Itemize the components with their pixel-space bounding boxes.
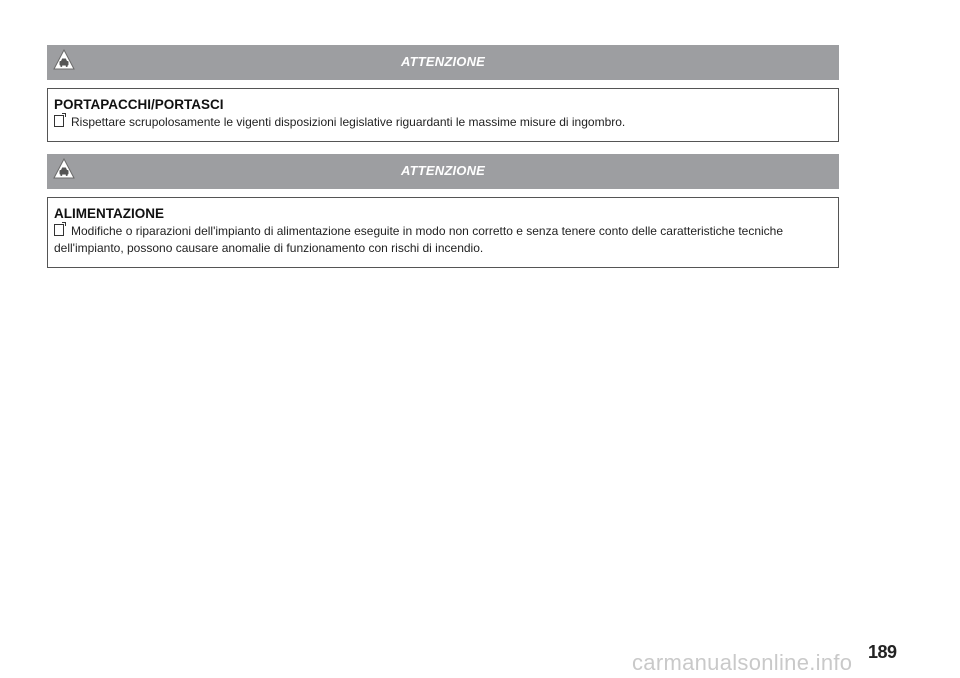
bullet-text: Rispettare scrupolosamente le vigenti disposizioni legislative riguardanti le massime misure di ingombro.	[71, 115, 626, 129]
bullet-text: Modifiche o riparazioni dell'impianto di alimentazione eseguite in modo non corretto e senza tenere conto delle caratteristiche tecniche dell'impianto, possono causare anomalie di funzionamento con rischi di incendio.	[54, 224, 784, 255]
warning-title: ATTENZIONE	[400, 163, 486, 178]
bullet-box-icon	[54, 224, 64, 236]
warning-title: ATTENZIONE	[400, 54, 486, 69]
warning-block-fuel-system	[47, 154, 839, 268]
bullet-item	[54, 223, 833, 257]
section-heading: ALIMENTAZIONE	[54, 206, 164, 221]
bullet-item	[54, 114, 833, 131]
warning-body	[47, 197, 839, 268]
warning-header	[47, 45, 839, 80]
watermark: carmanualsonline.info	[632, 650, 853, 675]
page-number: 189	[868, 642, 897, 662]
warning-header	[47, 154, 839, 189]
bullet-box-icon	[54, 115, 64, 127]
warning-body	[47, 88, 839, 142]
section-heading: PORTAPACCHI/PORTASCI	[54, 97, 224, 112]
warning-block-roof-rack	[47, 45, 839, 142]
